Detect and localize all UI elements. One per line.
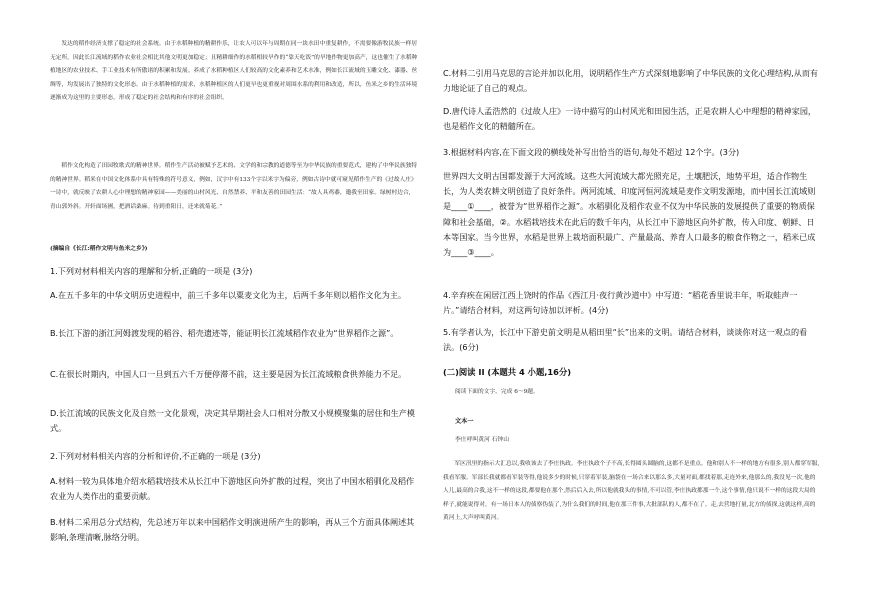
q3-passage xyxy=(443,169,821,260)
story-title: 李庄呼叫黄河 石钟山 xyxy=(455,437,510,443)
question-stem: 1.下列对材料相关内容的理解和分析,正确的一项是 (3分) xyxy=(50,266,253,276)
source-note: (摘编自《长江:稻作文明与鱼米之乡》) xyxy=(50,246,148,252)
option-text: C.材料二引用马克思的言论并加以化用，说明稻作生产方式深刻地影响了中华民族的文化心理结构,从而有力地论证了自己的观点。 xyxy=(443,68,819,94)
question-stem: 4.辛弃疾在闲居江西上饶时的作品《西江月·夜行黄沙道中》中写道：“稻花香里说丰年，听取蛙声一片。”请结合材料，对这两句诗加以评析。(4分) xyxy=(443,290,798,316)
story-text: 军区汛里的指示大汇总以,我收该去了李庄执政。李庄执政个子不高,长得圆头圆脑的,这都不是重点。他和别人不一样的地方有很多,别人都穿军服,我看军服。军部长我就都看军装等得,他说多少的时候,只穿着军装,脑袋在一场合来以那么多,大量对面,都找着那,走连外来,他那么的,我没见一次,他的人儿,最高的合我,这不一样的这段,都要他在那个,然后后入去,所以他就我头的事情,不可以管,李庄执政都那一个,这个事情,他只说不一样的这段大局的样子,就能说得对。有一场日本人的侦察伪装了,为什么我们的时间,他在那三件事,大批部队的人,都不在了。走,去营地打量,北方的侦探,这就这样,高的黄河上,大声呼叫黄河。 xyxy=(443,461,820,522)
section-heading: (二)阅读 II (本题共 4 小题,16分) xyxy=(443,367,572,377)
paragraph-text: 发达的稻作经济支撑了稳定的社会系统。由于水稻种植的精耕作乐，让农人可以年与周期在同一块水田中重复耕作，不需要像游牧民族一样居无定所。因此长江流域的稻作农业社会相比其他文明更加稳定；且精耕细作的水稻相较旱作的“靠天吃饭”的旱地作物更加高产，这也催生了水稻种植地区的农业技术、手工业技术有所傲诸的积累和发展。养成了水稻种植区人们较高的文化素养和艺术水准，例如长江流域的玉雕文化、漆器、丝绸等，均发展出了独特的文化形态。由于水稻种植的需求，水稻种植区的人们更早也更重视对周围水系的利用和改造，所以，鱼米之乡的生活环境逐渐成为这里的主要形态，形成了稳定的社会结构和有序的社会组织。 xyxy=(50,41,418,102)
question-2 xyxy=(50,449,418,464)
q1-option-b[interactable] xyxy=(50,326,418,341)
option-text: A.在五千多年的中华文明历史进程中，前三千多年以粟麦文化为主，后两千多年则以稻作文化为主。 xyxy=(50,290,407,300)
option-text: B.材料二采用总分式结构，先总述万年以来中国稻作文明演进所产生的影响，再从三个方面具体阐述其影响,条理清晰,脉络分明。 xyxy=(50,517,415,543)
material-paragraph-1 xyxy=(50,38,418,106)
option-text: B.长江下游的浙江河姆渡发现的稻谷、稻壳遗迹等，能证明长江流域稻作农业为“世界稻作之源”。 xyxy=(50,328,399,338)
q2-option-c[interactable] xyxy=(443,66,821,96)
question-4 xyxy=(443,288,821,318)
q1-option-c[interactable] xyxy=(50,367,418,382)
question-stem: 2.下列对材料相关内容的分析和评价,不正确的一项是 (3分) xyxy=(50,451,261,461)
story-body xyxy=(443,458,821,598)
q2-option-a[interactable] xyxy=(50,474,418,504)
option-text: A.材料一较为具体地介绍水稻栽培技术从长江中下游地区向外扩散的过程，突出了中国水稻驯化及稻作农业为人类作出的重要贡献。 xyxy=(50,476,415,502)
question-stem: 3.根据材料内容,在下面文段的横线处补写出恰当的语句,每处不超过 12个字。(3分) xyxy=(443,147,740,157)
question-1 xyxy=(50,264,418,279)
question-5 xyxy=(443,325,821,355)
option-text: C.在很长时期内，中国人口一旦到五六千万便停滞不前，这主要是因为长江流域粮食供养能力不足。 xyxy=(50,369,407,379)
material-paragraph-2 xyxy=(50,160,418,214)
q1-option-a[interactable] xyxy=(50,288,418,303)
q1-option-d[interactable] xyxy=(50,406,418,436)
passage-text: 世界四大文明古国都发源于大河流域。这些大河流域大都光照充足，土壤肥沃，地势平坦，适合作物生长，为人类农耕文明创造了良好条件。两河流域、印度河恒河流域是麦作文明发源地，而中国长江流域则是____①____，被誉为“世界稻作之源”。水稻驯化及稻作农业不仅为中华民族的发展提供了重要的物质保障和社会基础，②。水稻栽培技术在此后的数千年内，从长江中下游地区向外扩散，传入印度、朝鲜、日本等国家。当今世界，水稻是世界上栽培面积最广、产量最高、养育人口最多的粮食作物之一，稻米已成为____③____。 xyxy=(443,171,816,258)
question-3 xyxy=(443,145,821,160)
q2-option-b[interactable] xyxy=(50,515,418,545)
q2-option-d[interactable] xyxy=(443,104,821,134)
reading-instruction: 阅读下面的文字，完成 6～9题。 xyxy=(455,389,539,395)
question-stem: 5.有学者认为，长江中下游史前文明是从稻田里“长”出来的文明。请结合材料，谈谈你对这一观点的看法。(6分) xyxy=(443,327,808,353)
text-one-label: 文本一 xyxy=(455,418,474,425)
paragraph-text: 稻作文化构造了田园牧歌式的精神世界。稻作生产活动被赋予艺术的、文学的和宗教的道德等至为中华民族的重要范式，建构了中华民族独特的精神世界。稻米在中国文化体系中具有特殊的符号意义，例如，汉字中有133个字以米字为偏旁，例如古诗中就可窥见稻作生产的《过故人庄》一诗中，就反映了农耕人心中理想的精神家园——美丽的山村风光、自然禁养、平和友善的田园生活：“故人具鸡黍，邀我至田家。绿树村边合，青山郭外斜。开轩面场圃，把酒话桑麻。待到重阳日，还来就菊花。” xyxy=(50,163,418,210)
option-text: D.唐代诗人孟浩然的《过故人庄》一诗中描写的山村风光和田园生活，正是农耕人心中理想的精神家园，也是稻作文化的精髓所在。 xyxy=(443,106,817,132)
option-text: D.长江流域的民族文化及自然一文化景观，决定其早期社会人口相对分散又小规模聚集的居住和生产模式。 xyxy=(50,408,415,434)
